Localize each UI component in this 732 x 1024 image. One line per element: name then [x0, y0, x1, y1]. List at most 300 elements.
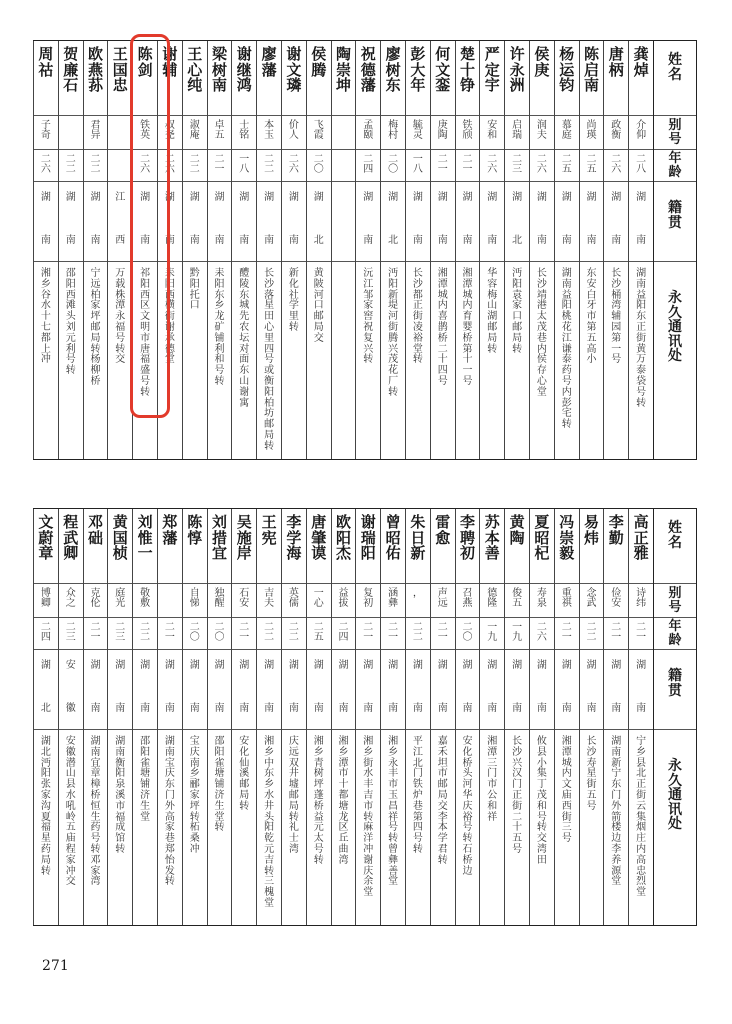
mailing-address: 湘 乡 永 丰 市 玉 昌 祥 号 转 曾 彝 善 堂: [388, 736, 399, 888]
origin-county: 西: [115, 235, 126, 246]
person-age: 二 八: [636, 154, 647, 176]
record-column: [529, 41, 554, 459]
person-alias: 自 悌: [189, 588, 200, 610]
origin-county: 南: [140, 703, 151, 714]
origin-province: 湖: [40, 192, 51, 203]
mailing-address: 湘 乡 潭 市 十 都 塘 龙 区 丘 曲 湾: [338, 736, 349, 866]
mailing-address: 湘 潭 城 内 文 庙 西 街 三 号: [561, 736, 572, 845]
person-alias: 价 人: [288, 120, 299, 142]
mailing-address: 湘 潭 三 门 市 公 和 祥: [487, 736, 498, 823]
origin-province: 安: [65, 660, 76, 671]
person-age: 二 二: [412, 622, 423, 644]
header-alias: 别 号: [668, 586, 682, 615]
origin-county: 南: [636, 703, 647, 714]
record-column: [331, 509, 356, 925]
person-name: 谢 文 璘: [286, 45, 302, 95]
mailing-address: 沔 阳 新 堤 河 街 腾 兴 茂 花 厂 转: [388, 268, 399, 398]
record-column: [331, 41, 356, 459]
origin-county: 南: [115, 703, 126, 714]
person-alias: 克 伦: [90, 588, 101, 610]
person-alias: 诗 纬: [636, 588, 647, 610]
record-column: [479, 509, 504, 925]
mailing-address: 宁 远 柏 家 坪 邮 局 转 杨 柳 桥: [90, 268, 101, 387]
origin-province: 湖: [462, 192, 473, 203]
person-age: 二 五: [313, 622, 324, 644]
record-column: [430, 41, 455, 459]
origin-province: 湖: [636, 192, 647, 203]
person-age: 二 二: [264, 622, 275, 644]
person-alias: 召 燕: [462, 588, 473, 610]
roster-table-bottom: [33, 508, 697, 926]
record-column: [132, 509, 157, 925]
person-alias: 德 隆: [487, 588, 498, 610]
person-age: 二 一: [561, 622, 572, 644]
person-age: 二 六: [536, 154, 547, 176]
person-alias: 博 卿: [40, 588, 51, 610]
person-alias: 庭 光: [115, 588, 126, 610]
origin-province: 湖: [264, 660, 275, 671]
record-column: [430, 509, 455, 925]
person-name: 侯 庚: [534, 45, 550, 79]
origin-county: 南: [288, 235, 299, 246]
origin-province: 湖: [214, 660, 225, 671]
origin-county: 南: [65, 235, 76, 246]
person-age: 二 二: [189, 154, 200, 176]
origin-province: 湖: [65, 192, 76, 203]
person-alias: 介 仰: [636, 120, 647, 142]
record-column: [355, 41, 380, 459]
record-column: [405, 509, 430, 925]
person-name: 易 炜: [584, 513, 600, 547]
record-column: [479, 41, 504, 459]
person-alias: 众 之: [65, 588, 76, 610]
person-name: 刘 惟 一: [137, 513, 153, 563]
record-column: [207, 41, 232, 459]
person-name: 梁 树 南: [212, 45, 228, 95]
origin-province: 湖: [536, 660, 547, 671]
mailing-address: 黄 陂 河 口 邮 局 交: [313, 268, 324, 344]
origin-county: 南: [239, 703, 250, 714]
person-name: 祝 德 藩: [360, 45, 376, 95]
record-column: [107, 509, 132, 925]
record-column: [58, 509, 83, 925]
origin-county: 南: [586, 703, 597, 714]
mailing-address: 湖 南 益 阳 东 正 街 黄 万 泰 袋 号 转: [636, 268, 647, 409]
origin-county: 北: [388, 235, 399, 246]
origin-county: 南: [462, 235, 473, 246]
person-name: 程 武 卿: [63, 513, 79, 563]
origin-province: 湖: [487, 192, 498, 203]
record-column: [306, 41, 331, 459]
header-column: [653, 41, 696, 459]
record-column: [306, 509, 331, 925]
record-column: [83, 509, 108, 925]
origin-county: 徽: [65, 703, 76, 714]
origin-province: 湖: [239, 192, 250, 203]
person-age: 二 三: [65, 622, 76, 644]
person-alias: 一 心: [313, 588, 324, 610]
person-age: 二 二: [264, 154, 275, 176]
mailing-address: 祁 阳 西 区 文 明 市 唐 福 盛 号 转: [140, 268, 151, 398]
origin-province: 湖: [536, 192, 547, 203]
origin-county: 南: [214, 235, 225, 246]
origin-province: 湖: [512, 192, 523, 203]
origin-province: 湖: [636, 660, 647, 671]
header-column: [653, 509, 696, 925]
person-age: 二 三: [512, 154, 523, 176]
mailing-address: 宁 乡 县 北 正 街 云 集 烟 庄 内 高 忠 烈 堂: [636, 736, 647, 899]
person-alias: 君 异: [90, 120, 101, 142]
origin-province: 湖: [487, 660, 498, 671]
person-age: 二 〇: [388, 154, 399, 176]
person-alias: 启 瑞: [512, 120, 523, 142]
origin-county: 南: [561, 703, 572, 714]
person-name: 唐 肇 谟: [311, 513, 327, 563]
mailing-address: 湖 南 宝 庆 东 门 外 高 家 巷 郑 怡 发 转: [164, 736, 175, 888]
person-alias: 政 衡: [611, 120, 622, 142]
mailing-address: 安 徽 潜 山 县 水 吼 岭 五 庙 程 家 冲 交: [65, 736, 76, 888]
person-alias: 吉 夫: [264, 588, 275, 610]
record-column: [504, 41, 529, 459]
record-column: [182, 41, 207, 459]
origin-county: 南: [164, 703, 175, 714]
person-name: 杨 运 钧: [559, 45, 575, 95]
person-age: 一 九: [512, 622, 523, 644]
person-alias: 本 玉: [264, 120, 275, 142]
person-alias: 卓 五: [214, 120, 225, 142]
origin-province: 湖: [363, 660, 374, 671]
origin-province: 湖: [189, 192, 200, 203]
header-name: 姓 名: [668, 520, 682, 551]
origin-province: 湖: [412, 192, 423, 203]
origin-county: 南: [189, 703, 200, 714]
origin-province: 湖: [412, 660, 423, 671]
origin-county: 南: [536, 703, 547, 714]
origin-province: 湖: [90, 660, 101, 671]
mailing-address: 长 沙 落 星 田 心 里 四 号 或 衡 阳 柏 坊 邮 局 转: [264, 268, 275, 452]
person-name: 廖 树 东: [385, 45, 401, 95]
origin-province: 湖: [189, 660, 200, 671]
person-alias: 飞 霞: [313, 120, 324, 142]
origin-province: 湖: [512, 660, 523, 671]
person-alias: 安 和: [487, 120, 498, 142]
origin-province: 湖: [90, 192, 101, 203]
person-age: 二 四: [363, 154, 374, 176]
person-name: 陈 惇: [187, 513, 203, 547]
origin-county: 南: [363, 235, 374, 246]
record-column: [380, 509, 405, 925]
person-name: 廖 藩: [261, 45, 277, 79]
origin-province: 湖: [164, 192, 175, 203]
record-column: [628, 41, 653, 459]
mailing-address: 湖 南 益 阳 桃 花 江 谦 泰 药 号 内 彭 宅 转: [561, 268, 572, 431]
person-age: 二 六: [288, 154, 299, 176]
origin-county: 南: [40, 235, 51, 246]
record-column: [455, 509, 480, 925]
person-age: 二 六: [164, 154, 175, 176]
person-alias: 士 铭: [239, 120, 250, 142]
person-name: 谢 继 鸿: [236, 45, 252, 95]
mailing-address: 湘 潭 城 内 喜 鹊 桥 二 十 四 号: [437, 268, 448, 387]
mailing-address: 湖 南 衡 阳 泉 溪 市 福 成 馆 转: [115, 736, 126, 855]
person-age: 二 一: [239, 622, 250, 644]
origin-county: 北: [313, 235, 324, 246]
person-alias: 重 祺: [561, 588, 572, 610]
header-age: 年 龄: [668, 619, 682, 648]
mailing-address: 万 载 株 潭 永 福 号 转 交: [115, 268, 126, 366]
person-name: 欧 阳 杰: [336, 513, 352, 563]
mailing-address: 邵 阳 西 滩 头 刘 元 利 号 转: [65, 268, 76, 377]
person-name: 龚 焯: [633, 45, 649, 79]
person-alias: 梅 村: [388, 120, 399, 142]
person-name: 王 心 纯: [187, 45, 203, 95]
record-column: [405, 41, 430, 459]
person-name: 陈 启 南: [584, 45, 600, 95]
record-column: [554, 509, 579, 925]
record-column: [628, 509, 653, 925]
origin-province: 湖: [611, 660, 622, 671]
person-name: 刘 措 宜: [212, 513, 228, 563]
person-name: 夏 昭 杞: [534, 513, 550, 563]
person-name: 雷 愈: [435, 513, 451, 547]
person-age: 二 一: [636, 622, 647, 644]
person-age: 二 一: [164, 622, 175, 644]
record-column: [231, 509, 256, 925]
person-name: 苏 本 善: [484, 513, 500, 563]
origin-province: 湖: [115, 660, 126, 671]
person-name: 谢 瑞 阳: [360, 513, 376, 563]
origin-province: 湖: [437, 660, 448, 671]
mailing-address: 攸 县 小 集 丁 茂 和 号 转 交 湾 田: [536, 736, 547, 866]
person-alias: 敬 敷: [140, 588, 151, 610]
record-column: [603, 41, 628, 459]
person-age: 二 五: [561, 154, 572, 176]
mailing-address: 湘 潭 城 内 育 婴 桥 第 十 一 号: [462, 268, 473, 387]
mailing-address: 湘 乡 街 水 丰 吉 市 转 麻 洋 冲 谢 庆 余 堂: [363, 736, 374, 899]
mailing-address: 嘉 禾 坦 市 邮 局 交 李 本 学 君 转: [437, 736, 448, 866]
person-alias: 铁 英: [140, 120, 151, 142]
person-age: 二 六: [536, 622, 547, 644]
origin-province: 湖: [40, 660, 51, 671]
origin-province: 湖: [561, 192, 572, 203]
mailing-address: 沔 阳 袁 家 口 邮 局 转: [512, 268, 523, 355]
origin-province: 湖: [611, 192, 622, 203]
person-name: 黄 国 桢: [112, 513, 128, 563]
mailing-address: 长 沙 桶 湾 辅 园 第 一 号: [611, 268, 622, 366]
person-age: 二 四: [40, 622, 51, 644]
origin-county: 南: [140, 235, 151, 246]
header-name: 姓 名: [668, 52, 682, 83]
origin-province: 湖: [288, 192, 299, 203]
mailing-address: 湖 南 新 宁 东 门 外 箭 楼 边 李 养 源 堂: [611, 736, 622, 888]
mailing-address: 安 化 桥 头 河 华 庆 裕 号 转 石 桥 边: [462, 736, 473, 877]
mailing-address: 湖 北 沔 阳 张 家 沟 夏 福 星 药 局 转: [40, 736, 51, 877]
origin-province: 湖: [363, 192, 374, 203]
mailing-address: 东 安 白 牙 市 第 五 高 小: [586, 268, 597, 366]
person-name: 陈 剑: [137, 45, 153, 79]
record-column: [256, 509, 281, 925]
person-name: 侯 腾: [311, 45, 327, 79]
person-age: 二 一: [437, 154, 448, 176]
person-age: 一 九: [487, 622, 498, 644]
mailing-address: 安 化 仙 溪 邮 局 转: [239, 736, 250, 812]
origin-county: 南: [636, 235, 647, 246]
origin-province: 湖: [264, 192, 275, 203]
origin-province: 湖: [214, 192, 225, 203]
person-name: 谢 辅: [162, 45, 178, 79]
origin-province: 湖: [561, 660, 572, 671]
header-address: 永 久 通 讯 处: [668, 290, 682, 365]
record-column: [58, 41, 83, 459]
person-name: 许 永 洲: [509, 45, 525, 95]
person-name: 陶 崇 坤: [336, 45, 352, 95]
record-column: [504, 509, 529, 925]
person-name: 文 蔚 章: [38, 513, 54, 563]
person-name: 李 学 海: [286, 513, 302, 563]
person-age: 二 〇: [189, 622, 200, 644]
person-alias: 淑 庵: [189, 120, 200, 142]
person-name: 严 定 宇: [484, 45, 500, 95]
person-name: 李 聘 初: [460, 513, 476, 563]
person-alias: 声 远: [437, 588, 448, 610]
origin-province: 湖: [462, 660, 473, 671]
person-name: 朱 日 新: [410, 513, 426, 563]
record-column: [256, 41, 281, 459]
person-age: 二 六: [611, 154, 622, 176]
person-alias: 尚 瑛: [586, 120, 597, 142]
person-alias: 子 奇: [40, 120, 51, 142]
person-age: 二 五: [586, 154, 597, 176]
person-age: 二 〇: [313, 154, 324, 176]
record-column: [355, 509, 380, 925]
record-column: [603, 509, 628, 925]
person-name: 黄 陶: [509, 513, 525, 547]
person-age: 二 二: [586, 622, 597, 644]
person-alias: 涵 彝: [388, 588, 399, 610]
person-name: 贺 廉 石: [63, 45, 79, 95]
mailing-address: 新 化 社 学 里 转: [288, 268, 299, 333]
mailing-address: 平 江 北 门 铁 炉 巷 第 四 号 转: [412, 736, 423, 855]
mailing-address: 湘 乡 中 东 乡 水 井 头 阳 乾 元 吉 转 三 槐 堂: [264, 736, 275, 909]
header-age: 年 龄: [668, 151, 682, 180]
person-name: 冯 崇 毅: [559, 513, 575, 563]
record-column: [281, 509, 306, 925]
origin-county: 南: [288, 703, 299, 714]
record-column: [281, 41, 306, 459]
person-age: 二 一: [462, 154, 473, 176]
person-name: 曾 昭 佑: [385, 513, 401, 563]
origin-county: 南: [586, 235, 597, 246]
origin-county: 南: [189, 235, 200, 246]
person-name: 彭 大 年: [410, 45, 426, 95]
header-alias: 别 号: [668, 118, 682, 147]
origin-province: 湖: [338, 660, 349, 671]
person-alias: 润 夫: [536, 120, 547, 142]
person-alias: 复 初: [363, 588, 374, 610]
person-alias: 石 安: [239, 588, 250, 610]
person-age: 二 一: [90, 622, 101, 644]
person-age: 二 六: [40, 154, 51, 176]
person-alias: 俭 安: [611, 588, 622, 610]
person-age: 二 〇: [462, 622, 473, 644]
person-alias: 独 醒: [214, 588, 225, 610]
person-age: 二 六: [487, 154, 498, 176]
mailing-address: 湘 乡 谷 水 十 七 都 上 冲: [40, 268, 51, 366]
person-alias: 英 儒: [288, 588, 299, 610]
origin-province: 湖: [288, 660, 299, 671]
person-age: 一 八: [239, 154, 250, 176]
mailing-address: 长 沙 兴 汉 门 正 街 二 十 五 号: [512, 736, 523, 855]
person-age: 一 八: [412, 154, 423, 176]
header-origin: 籍 贯: [668, 200, 682, 231]
origin-county: 南: [437, 235, 448, 246]
person-name: 唐 柄: [608, 45, 624, 79]
origin-county: 南: [239, 235, 250, 246]
origin-county: 南: [536, 235, 547, 246]
person-alias: 益 拔: [338, 588, 349, 610]
origin-province: 江: [115, 192, 126, 203]
person-alias: 寿 泉: [536, 588, 547, 610]
origin-province: 湖: [388, 192, 399, 203]
record-column: [579, 41, 604, 459]
origin-county: 北: [40, 703, 51, 714]
record-column: [529, 509, 554, 925]
mailing-address: 长 沙 都 正 街 凌 裕 堂 转: [412, 268, 423, 366]
origin-county: 南: [561, 235, 572, 246]
record-column: [182, 509, 207, 925]
mailing-address: 黔 阳 托 口: [189, 268, 200, 312]
origin-county: 南: [338, 703, 349, 714]
origin-province: 湖: [313, 192, 324, 203]
origin-county: 南: [412, 235, 423, 246]
record-column: [157, 509, 182, 925]
person-age: 二 三: [115, 622, 126, 644]
person-age: 二 〇: [214, 622, 225, 644]
origin-county: 南: [264, 703, 275, 714]
mailing-address: 庆 远 双 井 墟 邮 局 转 礼 士 湾: [288, 736, 299, 855]
mailing-address: 长 沙 靖 港 太 茂 巷 内 侯 存 心 堂: [536, 268, 547, 398]
record-column: [107, 41, 132, 459]
mailing-address: 耒 阳 西 横 街 谢 承 德 堂: [164, 268, 175, 366]
mailing-address: 宝 庆 南 乡 郦 家 坪 转 柘 桑 冲: [189, 736, 200, 855]
origin-county: 南: [437, 703, 448, 714]
mailing-address: 湘 乡 青 树 坪 蓬 桥 益 元 太 号 转: [313, 736, 324, 866]
record-column: [455, 41, 480, 459]
mailing-address: 长 沙 寿 星 街 五 号: [586, 736, 597, 812]
origin-county: 南: [214, 703, 225, 714]
record-column: [33, 509, 58, 925]
origin-province: 湖: [164, 660, 175, 671]
person-name: 郑 藩: [162, 513, 178, 547]
header-origin: 籍 贯: [668, 668, 682, 699]
record-column: [83, 41, 108, 459]
person-age: 二 二: [288, 622, 299, 644]
person-name: 王 国 忠: [112, 45, 128, 95]
person-name: 李 勤: [608, 513, 624, 547]
person-name: 吴 施 岸: [236, 513, 252, 563]
mailing-address: 醴 陵 东 城 先 农 坛 对 面 东 山 谢 寓: [239, 268, 250, 409]
origin-province: 湖: [140, 660, 151, 671]
origin-county: 南: [313, 703, 324, 714]
person-name: 楚 十 铮: [460, 45, 476, 95]
person-age: 二 一: [363, 622, 374, 644]
person-alias: 慕 庭: [561, 120, 572, 142]
mailing-address: 沅 江 邹 家 窖 祝 复 兴 转: [363, 268, 374, 366]
origin-county: 南: [388, 703, 399, 714]
origin-province: 湖: [437, 192, 448, 203]
red-highlight-box: [130, 34, 170, 418]
origin-county: 南: [264, 235, 275, 246]
